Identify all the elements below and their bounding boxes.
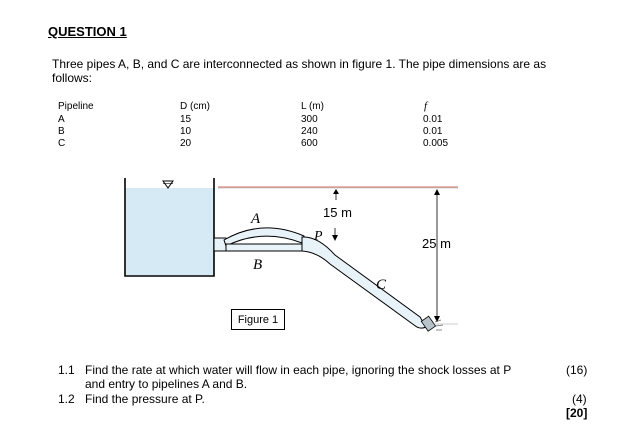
dim-15-arrow-up-icon [333, 189, 339, 194]
cell-friction-c: 0.005 [423, 138, 449, 149]
question-heading: QUESTION 1 [48, 24, 127, 39]
col-header-pipeline: Pipeline [58, 101, 94, 112]
cell-friction-a: 0.01 [423, 114, 443, 125]
label-15m: 15 m [323, 205, 352, 220]
cell-pipeline-c: C [58, 138, 66, 149]
col-header-friction: f [424, 100, 428, 112]
cell-length-b: 240 [301, 126, 318, 137]
cell-diameter-b: 10 [180, 126, 192, 137]
pipe-b [226, 244, 304, 251]
pipe-a [224, 228, 304, 246]
figure-caption: Figure 1 [231, 309, 285, 330]
cell-length-c: 600 [301, 138, 318, 149]
question-1-1-text-line1: Find the rate at which water will flow in each pipe, ignoring the shock losses at P [85, 363, 512, 377]
free-surface-marker-icon [163, 181, 173, 188]
question-1-2-marks: (4) [572, 392, 587, 406]
col-header-diameter: D (cm) [180, 101, 210, 112]
cell-pipeline-a: A [58, 114, 65, 125]
question-1-1-number: 1.1 [58, 363, 75, 377]
question-1-1-marks: (16) [566, 363, 588, 377]
dim-25-arrow-up-icon [434, 189, 440, 195]
cell-friction-b: 0.01 [423, 126, 443, 137]
cell-diameter-c: 20 [180, 138, 192, 149]
label-pipe-a: A [251, 211, 261, 227]
label-pipe-c: C [376, 277, 387, 293]
pipe-c [302, 237, 426, 328]
question-1-1-text-line2: and entry to pipelines A and B. [85, 377, 248, 391]
col-header-length: L (m) [301, 101, 324, 112]
total-marks: [20] [566, 406, 588, 420]
label-25m: 25 m [422, 236, 451, 251]
dim-25-arrow-down-icon [434, 316, 440, 322]
water-jet [435, 320, 443, 330]
label-point-p: P [314, 229, 323, 244]
question-1-2-text: Find the pressure at P. [85, 392, 205, 406]
label-pipe-b: B [253, 257, 263, 273]
cell-diameter-a: 15 [180, 114, 192, 125]
intro-text: Three pipes A, B, and C are interconnected as shown in figure 1. The pipe dimensions are as follows: [52, 57, 547, 85]
reservoir-water [126, 188, 214, 275]
question-1-2-number: 1.2 [58, 392, 75, 406]
dim-p-arrow-down-icon [332, 235, 338, 241]
cell-length-a: 300 [301, 114, 318, 125]
cell-pipeline-b: B [58, 126, 65, 137]
